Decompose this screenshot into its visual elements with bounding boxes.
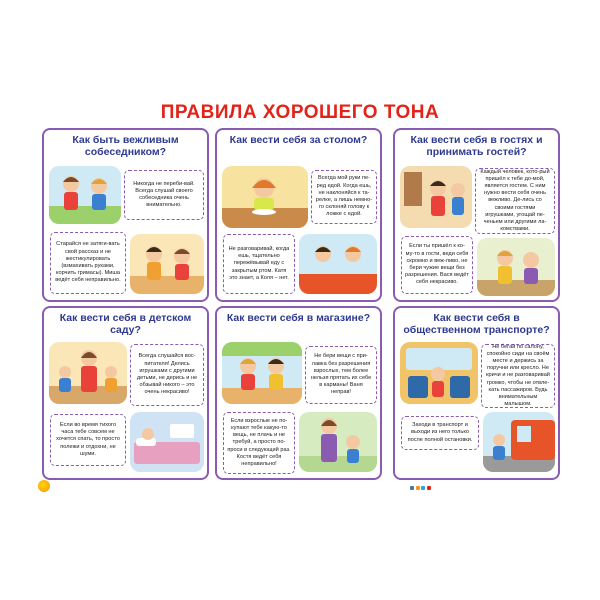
note-rule-1: Всегда мой руки пе-ред едой. Когда ешь, не наклоняйся к та-релке, а лишь немно-го склоняй голову к ложке с едой. bbox=[311, 170, 377, 224]
social-youtube-icon bbox=[427, 486, 431, 490]
illustration-welcoming-guests bbox=[400, 166, 472, 228]
social-telegram-icon bbox=[421, 486, 425, 490]
illustration-bus-interior bbox=[400, 342, 478, 404]
note-rule-2: Не разговаривай, когда ешь, тщательно пережёвывай еду с закрытым ртом. Катя это знает, а Коля – нет. bbox=[223, 234, 295, 294]
panel-title: Как вести себя в детском саду? bbox=[59, 312, 192, 336]
note-rule-2: Старайся не затяги-вать свой рассказ и не жестикулировать (взмахивать руками, корчить гримасы). Миша ведёт себя неправильно. bbox=[50, 232, 126, 294]
note-rule-1: Всегда слушайся вос-питателя! Делись игрушками с другими детьми, не дерись и не обзывай никого – это очень некрасиво! bbox=[130, 344, 204, 406]
panel-kindergarten bbox=[42, 306, 209, 480]
social-vk-icon bbox=[410, 486, 414, 490]
illustration-nap-time bbox=[130, 412, 204, 472]
page-title: ПРАВИЛА ХОРОШЕГО ТОНА bbox=[160, 102, 440, 123]
illustration-bus-stop bbox=[483, 412, 555, 472]
note-rule-2: Если ты пришёл к ко-му-то в гости, веди себя скромно и веж-ливо, не бери чужие вещи без разрешения. Вася ведёт себя некрасиво. bbox=[401, 236, 473, 294]
panel-table-manners bbox=[215, 128, 382, 302]
panel-shop bbox=[215, 306, 382, 480]
panel-guests bbox=[393, 128, 560, 302]
note-rule-1: Не бегай по салону, спокойно сиди на своём месте и держись за поручни или кресло. Не кричи и не разговаривай громко, чтобы не отвле-кать пассажиров. Будь внимательным малышом. bbox=[481, 344, 555, 408]
illustration-mother-and-child bbox=[299, 412, 377, 472]
note-rule-1: Каждый человек, кото-рый пришёл к тебе до-мой, является гостем. С ним нужно вести себя очень вежливо. Де-лись со своими гостями игрушками, угощай пе-ченьем или другими ла-комствами. bbox=[475, 168, 555, 234]
illustration-girl-at-table bbox=[222, 166, 308, 228]
publisher-logo-icon bbox=[38, 480, 50, 492]
illustration-kids-talking bbox=[49, 166, 121, 224]
panel-title: Как вести себя в общественном транспорте? bbox=[403, 312, 550, 336]
note-rule-2: Заходи в транспорт и выходи из него только после полной остановки. bbox=[401, 416, 479, 450]
illustration-kids-gesturing bbox=[130, 234, 204, 294]
illustration-kids-in-shop bbox=[222, 342, 302, 404]
panel-polite-conversation bbox=[42, 128, 209, 302]
note-rule-1: Никогда не переби-вай. Всегда слушай своего собеседника очень внимательно. bbox=[124, 170, 204, 220]
panel-title: Как вести себя в гостях и принимать гостей? bbox=[410, 134, 543, 158]
social-ok-icon bbox=[416, 486, 420, 490]
illustration-teacher-kids bbox=[49, 342, 127, 404]
note-rule-2: Если во время тихого часа тебе совсем не хочется спать, то просто полежи и отдохни, не шуми. bbox=[50, 414, 126, 466]
panel-title: Как быть вежливым собеседником? bbox=[72, 134, 179, 158]
panel-title: Как вести себя за столом? bbox=[229, 134, 368, 146]
note-rule-1: Не бери вещи с при-лавка без разрешения взрослых, тем более нельзя прятать их себе в карманы! Ваня неправ! bbox=[305, 346, 377, 404]
illustration-kids-eating bbox=[299, 234, 377, 294]
panel-title: Как вести себя в магазине? bbox=[226, 312, 371, 324]
illustration-child-visiting bbox=[477, 238, 555, 296]
note-rule-2: Если взрослые не по-купают тебе какую-то вещь, не плачь и не требуй, а просто по-проси в следующий раз. Костя ведёт себя неправильно! bbox=[223, 412, 295, 474]
panel-transport bbox=[393, 306, 560, 480]
social-icons bbox=[410, 486, 431, 490]
